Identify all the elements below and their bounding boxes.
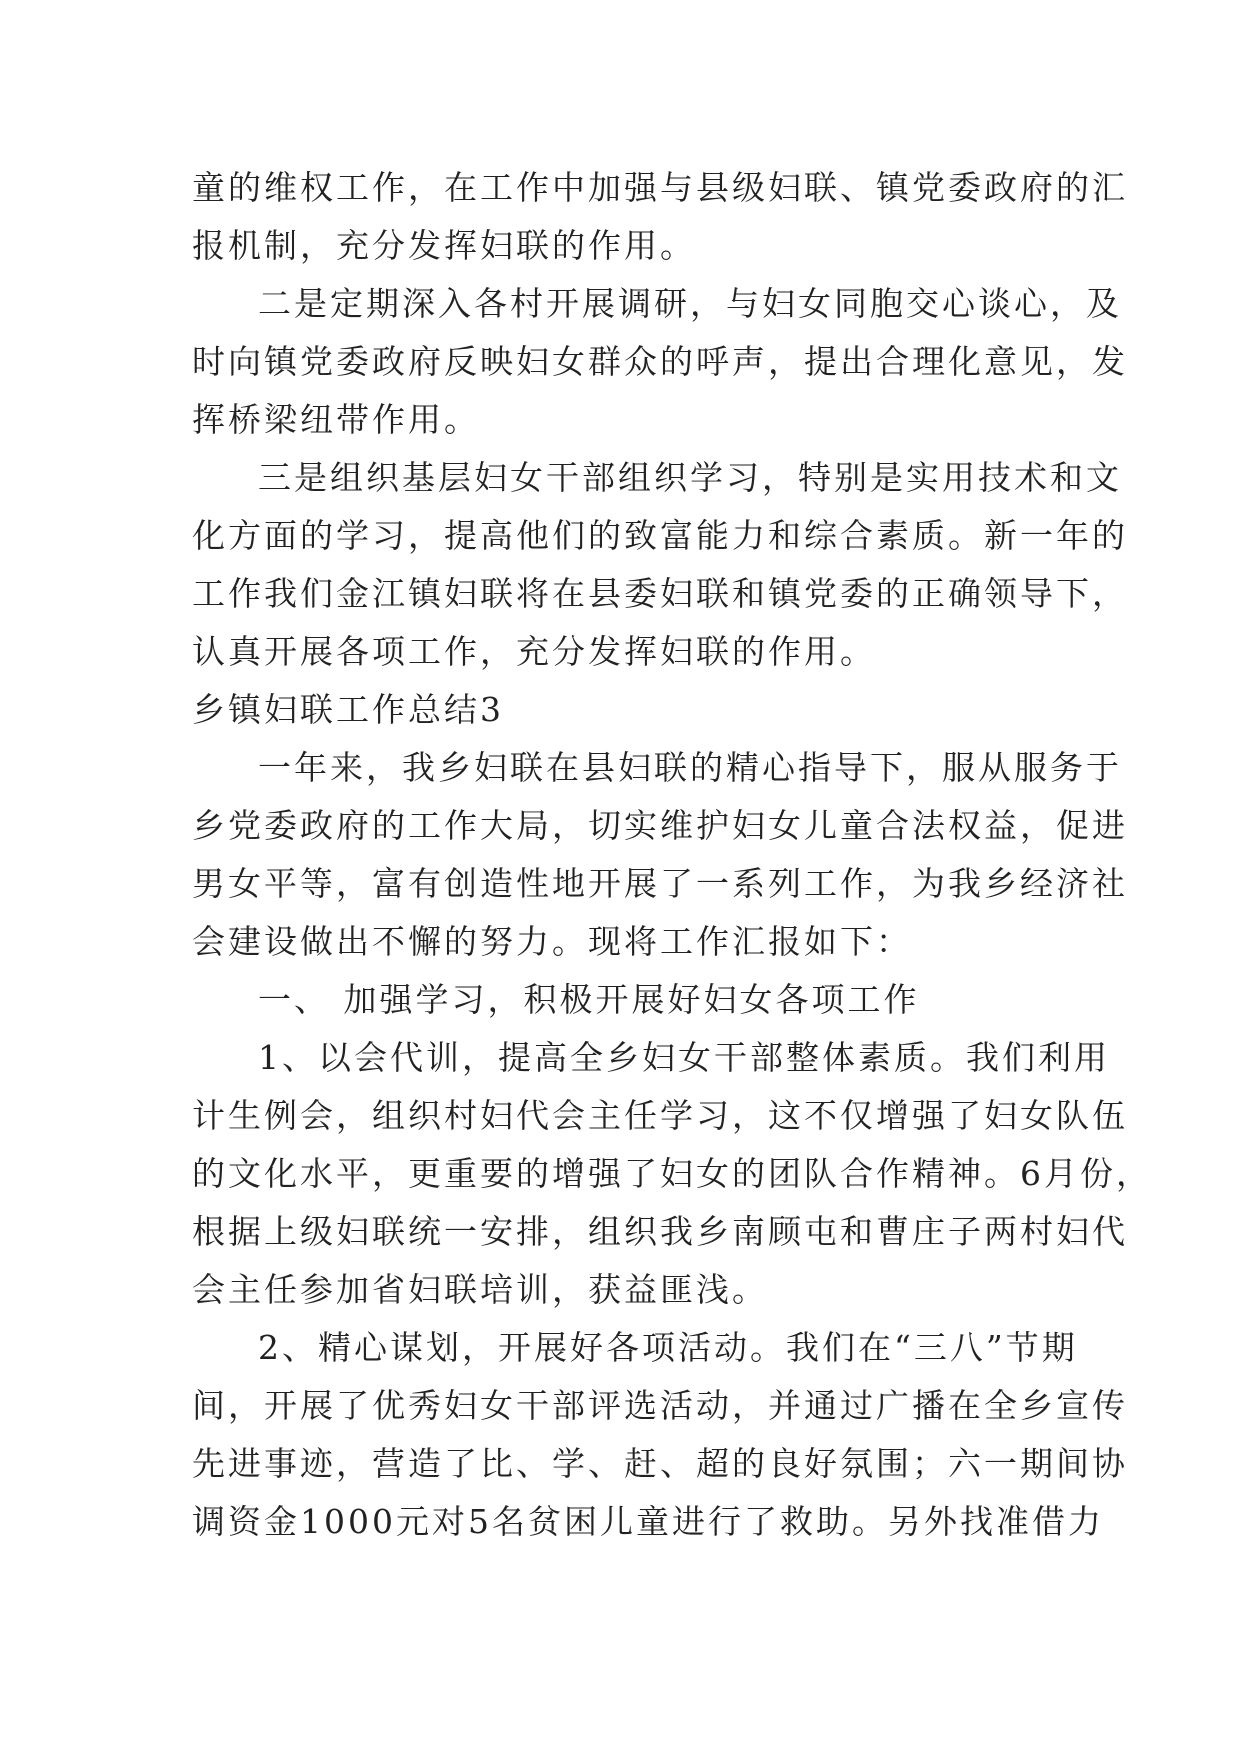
paragraph-line: 乡党委政府的工作大局，切实维护妇女儿童合法权益，促进 [192, 806, 1128, 845]
paragraph-line: 调资金1000元对5名贫困儿童进行了救助。另外找准借力 [192, 1502, 1104, 1541]
paragraph-line: 1、以会代训，提高全乡妇女干部整体素质。我们利用 [258, 1038, 1110, 1077]
paragraph-line: 时向镇党委政府反映妇女群众的呼声，提出合理化意见，发 [192, 342, 1128, 381]
paragraph-line: 的文化水平，更重要的增强了妇女的团队合作精神。6月份， [192, 1154, 1152, 1193]
paragraph-line: 会建设做出不懈的努力。现将工作汇报如下： [192, 922, 912, 961]
section-heading: 乡镇妇联工作总结3 [192, 690, 504, 729]
paragraph-line: 间，开展了优秀妇女干部评选活动，并通过广播在全乡宣传 [192, 1386, 1128, 1425]
paragraph-line: 报机制，充分发挥妇联的作用。 [192, 226, 696, 265]
paragraph-line: 根据上级妇联统一安排，组织我乡南顾屯和曹庄子两村妇代 [192, 1212, 1128, 1251]
paragraph-line: 认真开展各项工作，充分发挥妇联的作用。 [192, 632, 876, 671]
paragraph-line: 化方面的学习，提高他们的致富能力和综合素质。新一年的 [192, 516, 1128, 555]
paragraph-line: 计生例会，组织村妇代会主任学习，这不仅增强了妇女队伍 [192, 1096, 1128, 1135]
paragraph-line: 会主任参加省妇联培训，获益匪浅。 [192, 1270, 768, 1309]
paragraph-line: 二是定期深入各村开展调研，与妇女同胞交心谈心，及 [258, 284, 1122, 323]
paragraph-line: 童的维权工作，在工作中加强与县级妇联、镇党委政府的汇 [192, 168, 1128, 207]
paragraph-line: 一年来，我乡妇联在县妇联的精心指导下，服从服务于 [258, 748, 1122, 787]
paragraph-line: 2、精心谋划，开展好各项活动。我们在“三八”节期 [258, 1328, 1078, 1367]
subsection-heading: 一、 加强学习，积极开展好妇女各项工作 [258, 980, 920, 1019]
paragraph-line: 先进事迹，营造了比、学、赶、超的良好氛围；六一期间协 [192, 1444, 1128, 1483]
paragraph-line: 三是组织基层妇女干部组织学习，特别是实用技术和文 [258, 458, 1122, 497]
paragraph-line: 男女平等，富有创造性地开展了一系列工作，为我乡经济社 [192, 864, 1128, 903]
paragraph-line: 工作我们金江镇妇联将在县委妇联和镇党委的正确领导下， [192, 574, 1128, 613]
paragraph-line: 挥桥梁纽带作用。 [192, 400, 480, 439]
